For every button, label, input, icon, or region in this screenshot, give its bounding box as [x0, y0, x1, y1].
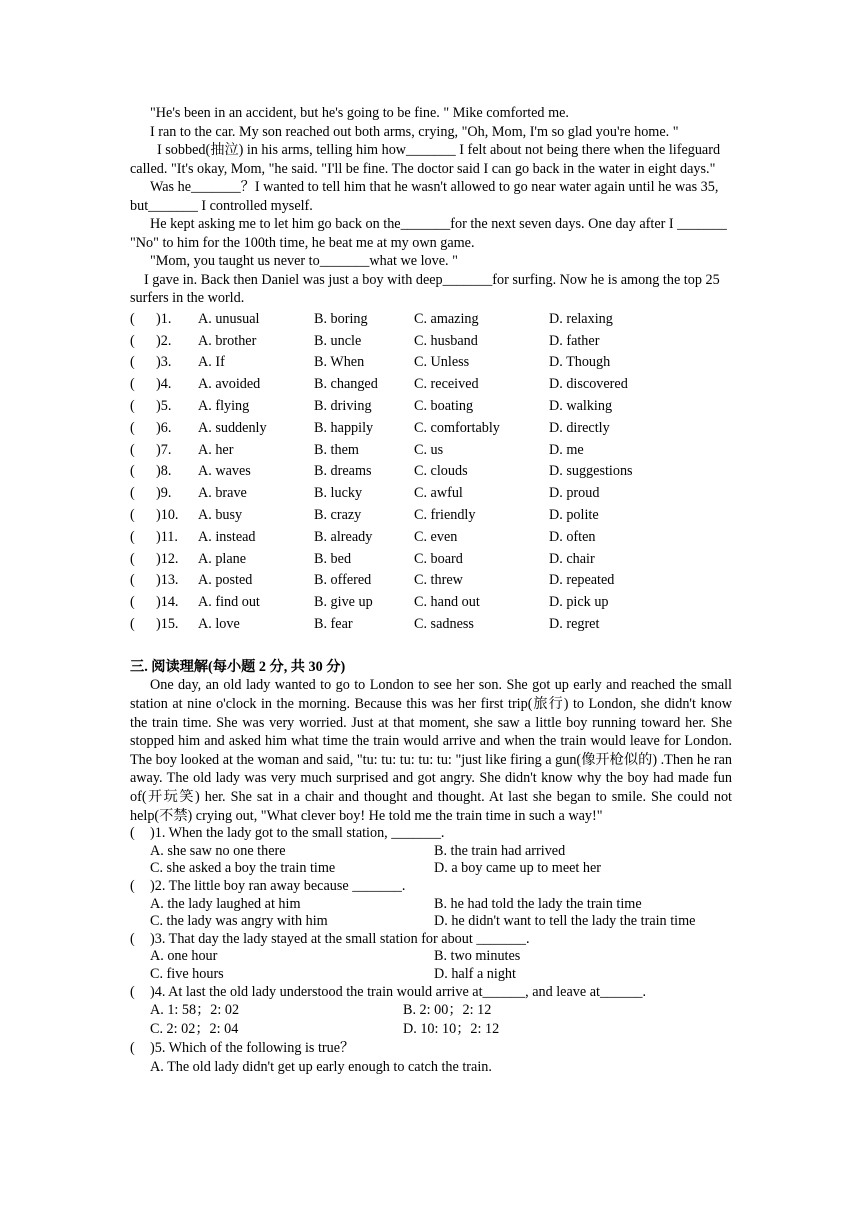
choice-d: D. 10: 10；2: 12: [403, 1021, 500, 1038]
option-row: [130, 526, 732, 548]
choice-d: D. he didn't want to tell the lady the train time: [434, 913, 696, 930]
choice-c: C. 2: 02；2: 04: [150, 1021, 239, 1038]
option-b: B. boring: [314, 310, 368, 327]
option-row: [130, 570, 732, 592]
option-b: B. dreams: [314, 463, 372, 480]
choice-d: D. half a night: [434, 965, 516, 982]
story-paragraph: "He's been in an accident, but he's going to be fine. " Mike comforted me.: [150, 105, 569, 121]
question-number: )5.: [156, 398, 172, 415]
choice-row: [130, 843, 732, 861]
option-a: A. her: [198, 441, 234, 458]
option-b: B. fear: [314, 616, 353, 633]
option-d: D. pick up: [549, 594, 609, 611]
choice-c: C. she asked a boy the train time: [150, 860, 336, 877]
choice-row: [130, 896, 732, 914]
option-d: D. often: [549, 528, 596, 545]
option-row: [130, 396, 732, 418]
option-row: [130, 309, 732, 331]
paren: (: [130, 354, 135, 371]
paren: (: [130, 310, 135, 327]
paren: (: [130, 376, 135, 393]
story-paragraph: He kept asking me to let him go back on the_______for the next seven days. One day after I _______ "No" to him for the 100th time, he beat me at my own game.: [130, 216, 727, 251]
question-number: )11.: [156, 528, 178, 545]
paren: (: [130, 877, 135, 894]
paren: (: [130, 983, 135, 1000]
option-d: D. discovered: [549, 376, 628, 393]
choice-b: B. two minutes: [434, 948, 521, 965]
choice-b: B. 2: 00；2: 12: [403, 1002, 492, 1019]
option-d: D. father: [549, 332, 600, 349]
option-row: [130, 505, 732, 527]
option-c: C. husband: [414, 332, 478, 349]
option-c: C. sadness: [414, 616, 474, 633]
option-row: [130, 439, 732, 461]
story-paragraph: I gave in. Back then Daniel was just a boy with deep_______for surfing. Now he is among the top 25 surfers in the world.: [130, 271, 720, 306]
section-heading: 三. 阅读理解(每小题 2 分, 共 30 分): [130, 659, 346, 676]
option-a: A. busy: [198, 507, 243, 524]
option-d: D. chair: [549, 550, 595, 567]
choice-a: A. the lady laughed at him: [150, 895, 301, 912]
option-b: B. When: [314, 354, 365, 371]
story-paragraph: I sobbed(抽泣) in his arms, telling him how_______ I felt about not being there when the lifeguard called. "It's okay, Mom, "he said. "I'll be fine. The doctor said I can go back in the water in eight days.": [130, 142, 721, 177]
option-row: [130, 592, 732, 614]
question-text: )5. Which of the following is true？: [150, 1040, 355, 1057]
option-d: D. suggestions: [549, 463, 633, 480]
question-number: )1.: [156, 310, 172, 327]
question-number: )2.: [156, 332, 172, 349]
option-a: A. waves: [198, 463, 251, 480]
option-c: C. hand out: [414, 594, 480, 611]
option-d: D. directly: [549, 419, 610, 436]
option-b: B. crazy: [314, 507, 362, 524]
choice-row: [130, 860, 732, 878]
question-text: )1. When the lady got to the small station, _______.: [150, 825, 445, 842]
option-b: B. uncle: [314, 332, 362, 349]
option-b: B. lucky: [314, 485, 363, 502]
question-number: )15.: [156, 616, 179, 633]
option-row: [130, 614, 732, 636]
option-b: B. already: [314, 528, 373, 545]
question-number: )4.: [156, 376, 172, 393]
paren: (: [130, 332, 135, 349]
paren: (: [130, 1040, 135, 1057]
question-stem: [130, 931, 732, 949]
option-row: [130, 374, 732, 396]
option-d: D. relaxing: [549, 310, 613, 327]
choice-a: A. she saw no one there: [150, 842, 286, 859]
paren: (: [130, 572, 135, 589]
option-a: A. posted: [198, 572, 253, 589]
option-row: [130, 352, 732, 374]
option-d: D. regret: [549, 616, 600, 633]
reading-questions: [130, 825, 732, 1077]
option-c: C. board: [414, 550, 463, 567]
option-a: A. find out: [198, 594, 260, 611]
question-stem: [130, 984, 732, 1002]
option-b: B. bed: [314, 550, 352, 567]
question-number: )8.: [156, 463, 172, 480]
option-row: [130, 417, 732, 439]
option-d: D. Though: [549, 354, 611, 371]
option-c: C. even: [414, 528, 458, 545]
question-number: )6.: [156, 419, 172, 436]
option-d: D. repeated: [549, 572, 615, 589]
option-a: A. flying: [198, 398, 250, 415]
choice-row: [130, 913, 732, 931]
option-row: [130, 330, 732, 352]
option-d: D. proud: [549, 485, 600, 502]
choice-row: [130, 966, 732, 984]
option-row: [130, 548, 732, 570]
paren: (: [130, 528, 135, 545]
option-d: D. polite: [549, 507, 599, 524]
choice-row: [130, 948, 732, 966]
choice-c: C. five hours: [150, 965, 224, 982]
paren: (: [130, 463, 135, 480]
option-b: B. happily: [314, 419, 374, 436]
option-b: B. give up: [314, 594, 373, 611]
option-c: C. threw: [414, 572, 463, 589]
option-d: D. walking: [549, 398, 613, 415]
story-paragraph: I ran to the car. My son reached out both arms, crying, "Oh, Mom, I'm so glad you're home. ": [150, 123, 679, 140]
paren: (: [130, 507, 135, 524]
paren: (: [130, 825, 135, 842]
option-a: A. plane: [198, 550, 247, 567]
choice-a: A. The old lady didn't get up early enough to catch the train.: [150, 1059, 492, 1076]
option-row: [130, 483, 732, 505]
question-number: )14.: [156, 594, 179, 611]
option-c: C. Unless: [414, 354, 470, 371]
story-paragraph: Was he_______？I wanted to tell him that he wasn't allowed to go near water again until he was 35, but_______ I controlled myself.: [130, 179, 719, 214]
document-page: [130, 104, 732, 1077]
cloze-story: [130, 104, 732, 308]
option-c: C. boating: [414, 398, 474, 415]
choice-a: A. one hour: [150, 948, 218, 965]
choice-a: A. 1: 58；2: 02: [150, 1002, 240, 1019]
question-number: )12.: [156, 550, 179, 567]
paren: (: [130, 419, 135, 436]
question-number: )13.: [156, 572, 179, 589]
option-a: A. unusual: [198, 310, 260, 327]
paren: (: [130, 550, 135, 567]
option-c: C. comfortably: [414, 419, 500, 436]
choice-d: D. a boy came up to meet her: [434, 860, 602, 877]
option-a: A. brave: [198, 485, 247, 502]
option-row: [130, 461, 732, 483]
paren: (: [130, 930, 135, 947]
option-c: C. us: [414, 441, 444, 458]
question-number: )10.: [156, 507, 179, 524]
option-a: A. love: [198, 616, 240, 633]
option-a: A. suddenly: [198, 419, 267, 436]
option-b: B. changed: [314, 376, 378, 393]
option-b: B. offered: [314, 572, 372, 589]
option-c: C. received: [414, 376, 479, 393]
option-c: C. friendly: [414, 507, 476, 524]
option-a: A. If: [198, 354, 225, 371]
paren: (: [130, 398, 135, 415]
option-a: A. avoided: [198, 376, 261, 393]
question-number: )9.: [156, 485, 172, 502]
choice-row: [130, 1020, 732, 1039]
paren: (: [130, 594, 135, 611]
option-d: D. me: [549, 441, 584, 458]
question-stem: [130, 878, 732, 896]
option-c: C. awful: [414, 485, 463, 502]
paren: (: [130, 485, 135, 502]
question-text: )4. At last the old lady understood the train would arrive at______, and leave at______.: [150, 983, 647, 1000]
option-b: B. them: [314, 441, 359, 458]
cloze-options: [130, 309, 732, 636]
question-text: )2. The little boy ran away because _______.: [150, 877, 406, 894]
choice-b: B. the train had arrived: [434, 842, 566, 859]
question-stem: [130, 1039, 732, 1058]
reading-passage: One day, an old lady wanted to go to London to see her son. She got up early and reached the small station at nine o'clock in the morning. Because this was her first trip(旅行) to London, she didn't know the train time. She was very worried. Just at that moment, she saw a little boy running toward her. She stopped him and asked him what time the train would arrive and when the train would leave for London. The boy looked at the woman and said, "tu: tu: tu: tu: tu: "just like firing a gun(像开枪似的) .Then he ran away. The old lady was very much surprised and got angry. She didn't know why the boy had made fun of(开玩笑) her. She sat in a chair and thought and thought. At last she began to smile. She could not help(不禁) crying out, "What clever boy! He told me the train time in such a way!": [130, 677, 732, 824]
choice-c: C. the lady was angry with him: [150, 913, 328, 930]
choice-row: [130, 1001, 732, 1020]
option-a: A. instead: [198, 528, 256, 545]
question-text: )3. That day the lady stayed at the small station for about _______.: [150, 930, 530, 947]
question-stem: [130, 825, 732, 843]
option-a: A. brother: [198, 332, 257, 349]
paren: (: [130, 441, 135, 458]
story-paragraph: "Mom, you taught us never to_______what we love. ": [150, 253, 458, 269]
option-b: B. driving: [314, 398, 372, 415]
choice-b: B. he had told the lady the train time: [434, 895, 642, 912]
question-number: )7.: [156, 441, 172, 458]
option-c: C. clouds: [414, 463, 468, 480]
question-number: )3.: [156, 354, 172, 371]
paren: (: [130, 616, 135, 633]
choice-row: [130, 1058, 732, 1077]
option-c: C. amazing: [414, 310, 479, 327]
